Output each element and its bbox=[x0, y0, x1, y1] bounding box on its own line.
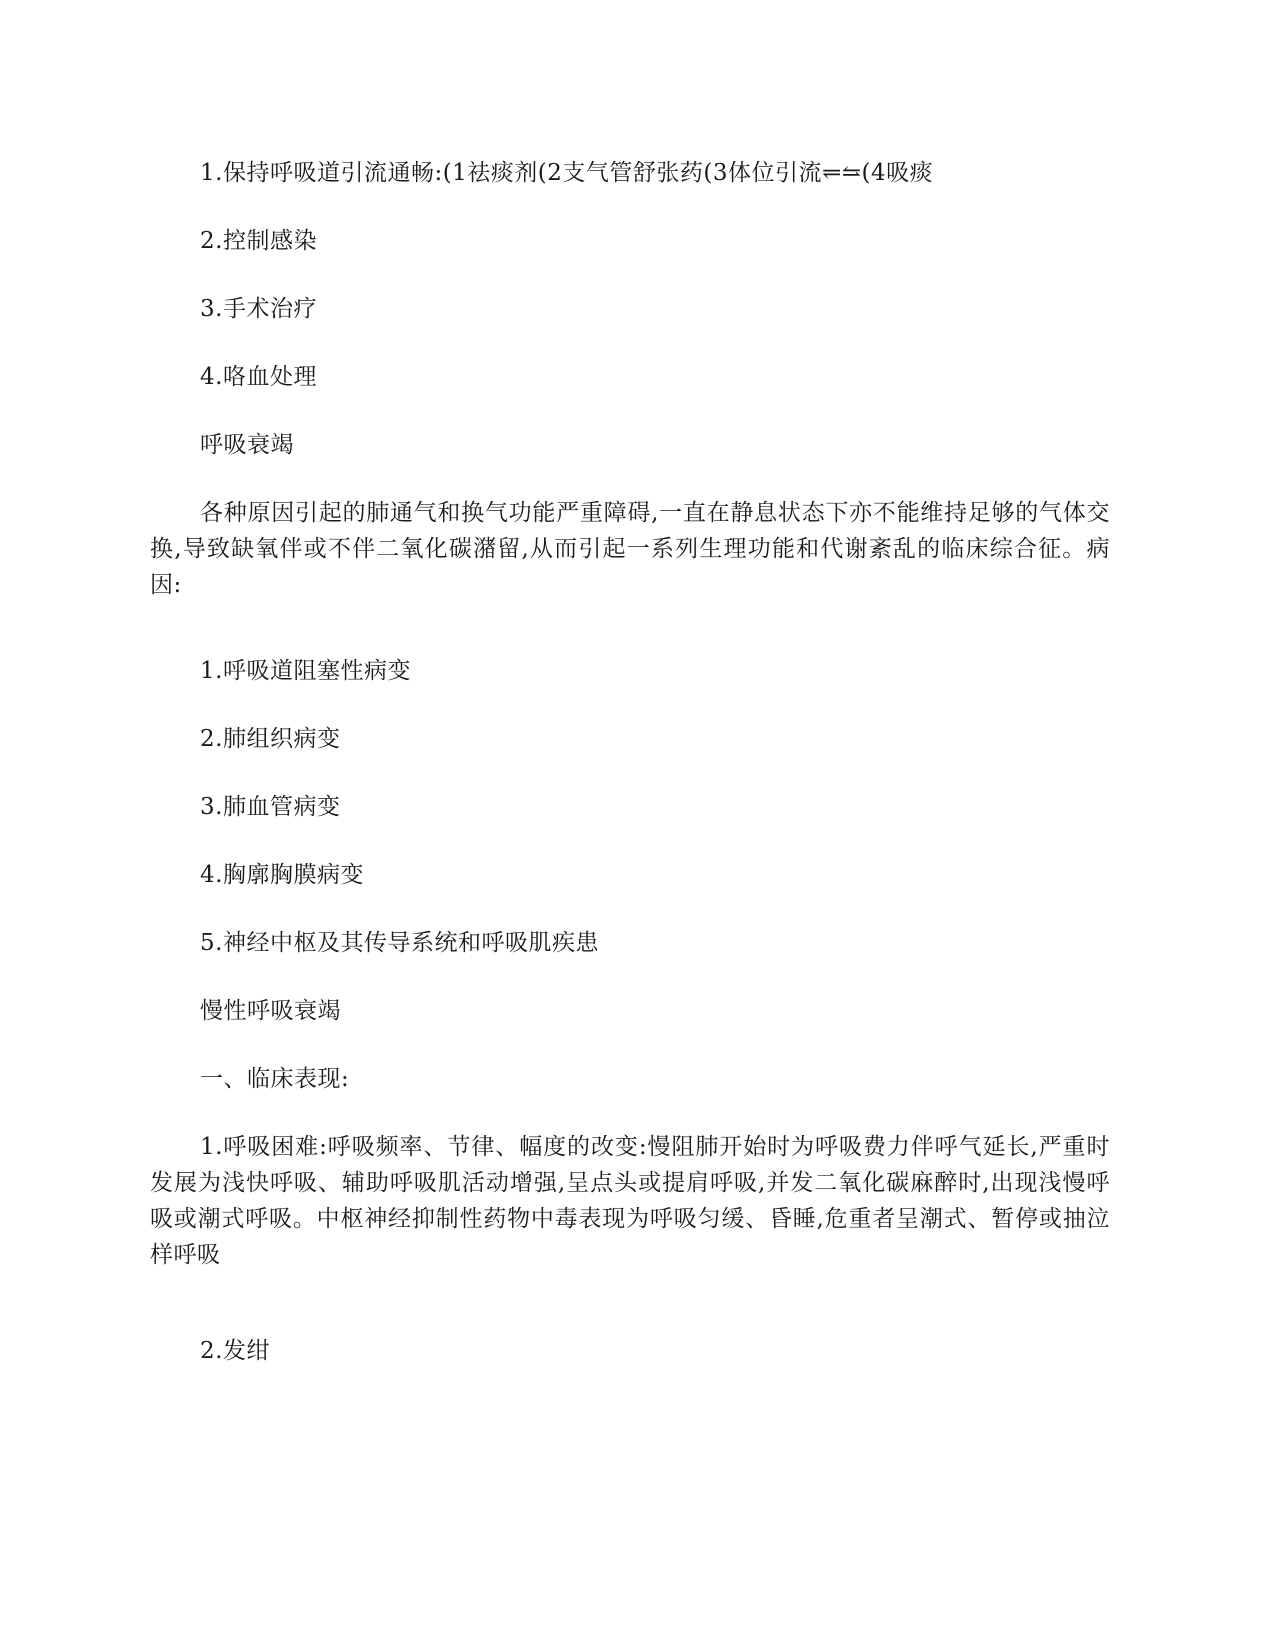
paragraph-cause-4: 4.胸廓胸膜病变 bbox=[200, 862, 364, 888]
paragraph-cause-2: 2.肺组织病变 bbox=[200, 726, 341, 752]
paragraph-definition: 各种原因引起的肺通气和换气功能严重障碍,一直在静息状态下亦不能维持足够的气体交换,导致缺氧伴或不伴二氧化碳潴留,从而引起一系列生理功能和代谢紊乱的临床综合征。病因: bbox=[150, 500, 1110, 598]
paragraph-dyspnea: 1.呼吸困难:呼吸频率、节律、幅度的改变:慢阻肺开始时为呼吸费力伴呼气延长,严重时发展为浅快呼吸、辅助呼吸肌活动增强,呈点头或提肩呼吸,并发二氧化碳麻醉时,出现浅慢呼吸或潮式呼吸。中枢神经抑制性药物中毒表现为呼吸匀缓、昏睡,危重者呈潮式、暂停或抽泣样呼吸 bbox=[150, 1134, 1110, 1268]
paragraph-airway-drainage: 1.保持呼吸道引流通畅:(1祛痰剂(2支气管舒张药(3体位引流⥫⥦(4吸痰 bbox=[200, 160, 934, 186]
section-heading-respiratory-failure: 呼吸衰竭 bbox=[200, 432, 294, 458]
section-heading-chronic: 慢性呼吸衰竭 bbox=[200, 998, 341, 1024]
paragraph-cause-5: 5.神经中枢及其传导系统和呼吸肌疾患 bbox=[200, 930, 599, 956]
paragraph-hemoptysis: 4.咯血处理 bbox=[200, 364, 317, 390]
paragraph-surgery: 3.手术治疗 bbox=[200, 296, 317, 322]
paragraph-cyanosis: 2.发绀 bbox=[200, 1338, 270, 1364]
subheading-clinical: 一、临床表现: bbox=[200, 1066, 350, 1092]
paragraph-infection-control: 2.控制感染 bbox=[200, 228, 317, 254]
paragraph-cause-1: 1.呼吸道阻塞性病变 bbox=[200, 658, 411, 684]
paragraph-cause-3: 3.肺血管病变 bbox=[200, 794, 341, 820]
